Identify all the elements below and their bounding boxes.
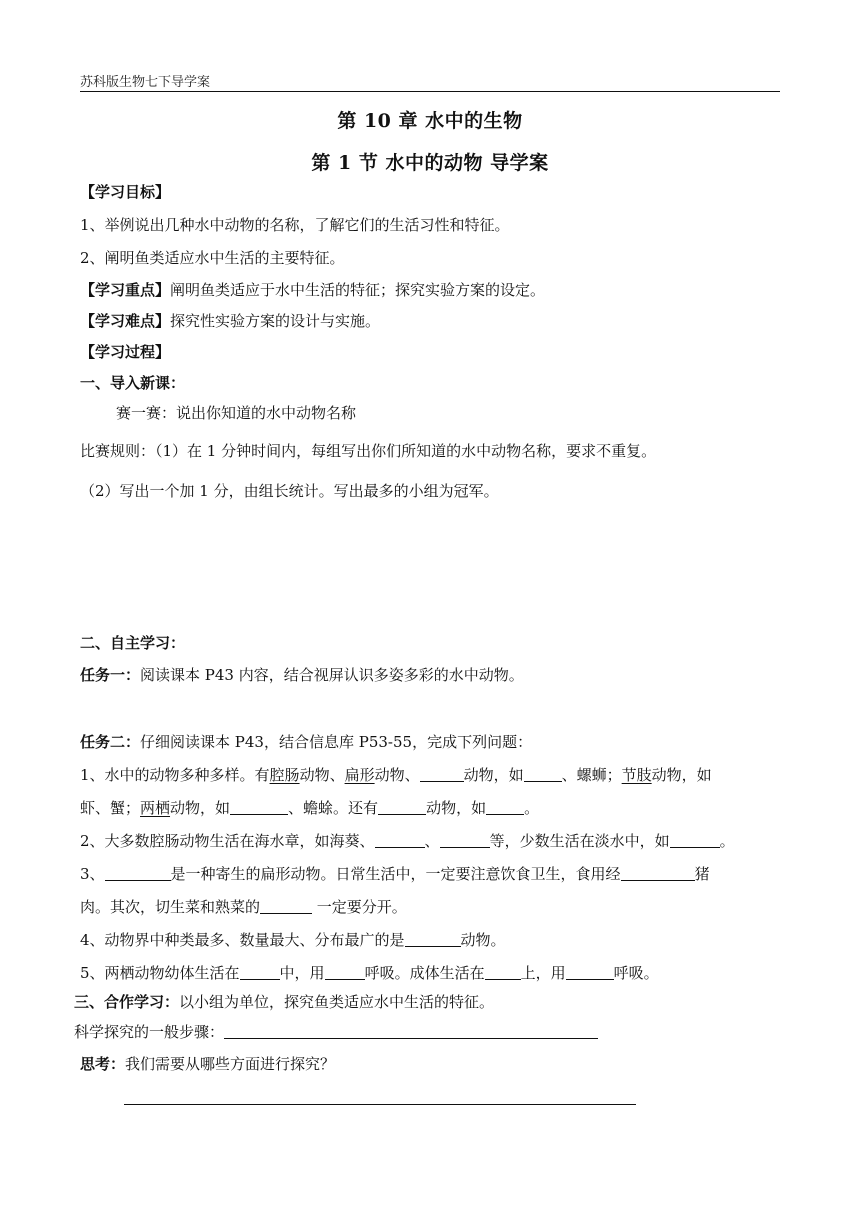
inquiry-steps-label: 科学探究的一般步骤： <box>74 1023 225 1041</box>
answer-blank[interactable] <box>566 963 614 980</box>
q1-text: 、蟾蜍。还有 <box>288 799 379 817</box>
self-study-heading: 二、自主学习： <box>80 634 186 652</box>
header-divider <box>80 91 780 92</box>
answer-blank[interactable] <box>405 930 461 947</box>
cooperative-text: 以小组为单位，探究鱼类适应水中生活的特征。 <box>179 993 495 1011</box>
inquiry-steps <box>74 1021 598 1043</box>
q4-text: 动物。 <box>460 931 506 949</box>
q2-text: 、 <box>424 832 440 850</box>
task-1-label: 任务一： <box>80 666 141 684</box>
question-4 <box>80 929 506 951</box>
answer-blank[interactable] <box>670 831 720 848</box>
key-points <box>80 279 545 301</box>
objective-2: 2、阐明鱼类适应水中生活的主要特征。 <box>80 249 345 267</box>
q1-term-amphibian: 两栖 <box>140 799 171 817</box>
intro-contest: 赛一赛：说出你知道的水中动物名称 <box>116 404 357 422</box>
chapter-title: 第 10 章 水中的生物 <box>337 110 523 132</box>
q1-text: 。 <box>524 799 540 817</box>
q5-text: 5、两栖动物幼体生活在 <box>80 964 240 982</box>
answer-blank[interactable] <box>230 798 288 815</box>
task-1-text: 阅读课本 P43 内容，结合视屏认识多姿多彩的水中动物。 <box>140 666 524 684</box>
objectives-heading: 【学习目标】 <box>80 183 171 201</box>
q1-term-coelenterate: 腔肠 <box>269 766 300 784</box>
answer-blank[interactable] <box>524 765 562 782</box>
question-5 <box>80 962 659 984</box>
q5-text: 上，用 <box>520 964 566 982</box>
question-2 <box>80 830 735 852</box>
answer-blank[interactable] <box>486 798 524 815</box>
intro-rule-1: 比赛规则：（1）在 1 分钟时间内，每组写出你们所知道的水中动物名称，要求不重复。 <box>80 442 657 460</box>
intro-heading: 一、导入新课： <box>80 374 186 392</box>
q5-text: 呼吸。成体生活在 <box>364 964 485 982</box>
section-title: 第 1 节 水中的动物 导学案 <box>311 152 549 174</box>
think-label: 思考： <box>80 1055 126 1073</box>
answer-blank[interactable] <box>378 798 426 815</box>
q3-text: 肉。其次，切生菜和熟菜的 <box>80 898 261 916</box>
think-text: 我们需要从哪些方面进行探究？ <box>125 1055 336 1073</box>
q1-term-flatworm: 扁形 <box>344 766 375 784</box>
key-points-text: 阐明鱼类适应于水中生活的特征；探究实验方案的设定。 <box>170 281 546 299</box>
process-heading: 【学习过程】 <box>80 343 171 361</box>
q3-text: 是一种寄生的扁形动物。日常生活中，一定要注意饮食卫生，食用经 <box>170 865 621 883</box>
difficulties-label: 【学习难点】 <box>80 312 171 330</box>
q3-text: 猪 <box>694 865 710 883</box>
page-header: 苏科版生物七下导学案 <box>80 75 211 90</box>
answer-blank[interactable] <box>621 864 695 881</box>
q4-text: 4、动物界中种类最多、数量最大、分布最广的是 <box>80 931 405 949</box>
q1-text: 动物、 <box>374 766 420 784</box>
answer-blank[interactable] <box>485 963 521 980</box>
answer-blank[interactable] <box>224 1022 598 1039</box>
answer-blank[interactable] <box>440 831 490 848</box>
q3-text: 一定要分开。 <box>312 898 407 916</box>
q2-text: 。 <box>719 832 735 850</box>
q3-text: 3、 <box>80 865 105 883</box>
intro-rule-2: （2）写出一个加 1 分，由组长统计。写出最多的小组为冠军。 <box>80 482 499 500</box>
q2-text: 2、大多数腔肠动物生活在海水章，如海葵、 <box>80 832 375 850</box>
answer-blank[interactable] <box>240 963 280 980</box>
q1-text: 动物，如 <box>651 766 712 784</box>
difficulties-text: 探究性实验方案的设计与实施。 <box>170 312 381 330</box>
answer-blank[interactable] <box>105 864 171 881</box>
q5-text: 中，用 <box>279 964 325 982</box>
answer-blank[interactable] <box>375 831 425 848</box>
question-1-line-2 <box>80 797 539 819</box>
q1-text: 虾、蟹； <box>80 799 141 817</box>
objective-1: 1、举例说出几种水中动物的名称，了解它们的生活习性和特征。 <box>80 216 510 234</box>
answer-line[interactable] <box>124 1104 636 1105</box>
answer-blank[interactable] <box>260 897 312 914</box>
q5-text: 呼吸。 <box>613 964 659 982</box>
cooperative-heading: 三、合作学习： <box>74 993 180 1011</box>
task-2-text: 仔细阅读课本 P43，结合信息库 P53-55，完成下列问题： <box>140 733 533 751</box>
answer-blank[interactable] <box>325 963 365 980</box>
q1-text: 1、水中的动物多种多样。有 <box>80 766 270 784</box>
difficulties <box>80 310 380 332</box>
answer-blank[interactable] <box>420 765 464 782</box>
cooperative-section <box>74 991 494 1013</box>
think-prompt <box>80 1053 335 1075</box>
q1-text: 动物，如 <box>426 799 487 817</box>
q1-text: 、螺蛳； <box>561 766 622 784</box>
q1-text: 动物、 <box>299 766 345 784</box>
task-1 <box>80 664 524 686</box>
q1-text: 动物，如 <box>170 799 231 817</box>
task-2-label: 任务二： <box>80 733 141 751</box>
question-1-line-1 <box>80 764 712 786</box>
q1-term-arthropod: 节肢 <box>621 766 652 784</box>
q1-text: 动物，如 <box>463 766 524 784</box>
question-3-line-1 <box>80 863 710 885</box>
key-points-label: 【学习重点】 <box>80 281 171 299</box>
task-2 <box>80 731 532 753</box>
question-3-line-2 <box>80 896 407 918</box>
q2-text: 等，少数生活在淡水中，如 <box>489 832 670 850</box>
